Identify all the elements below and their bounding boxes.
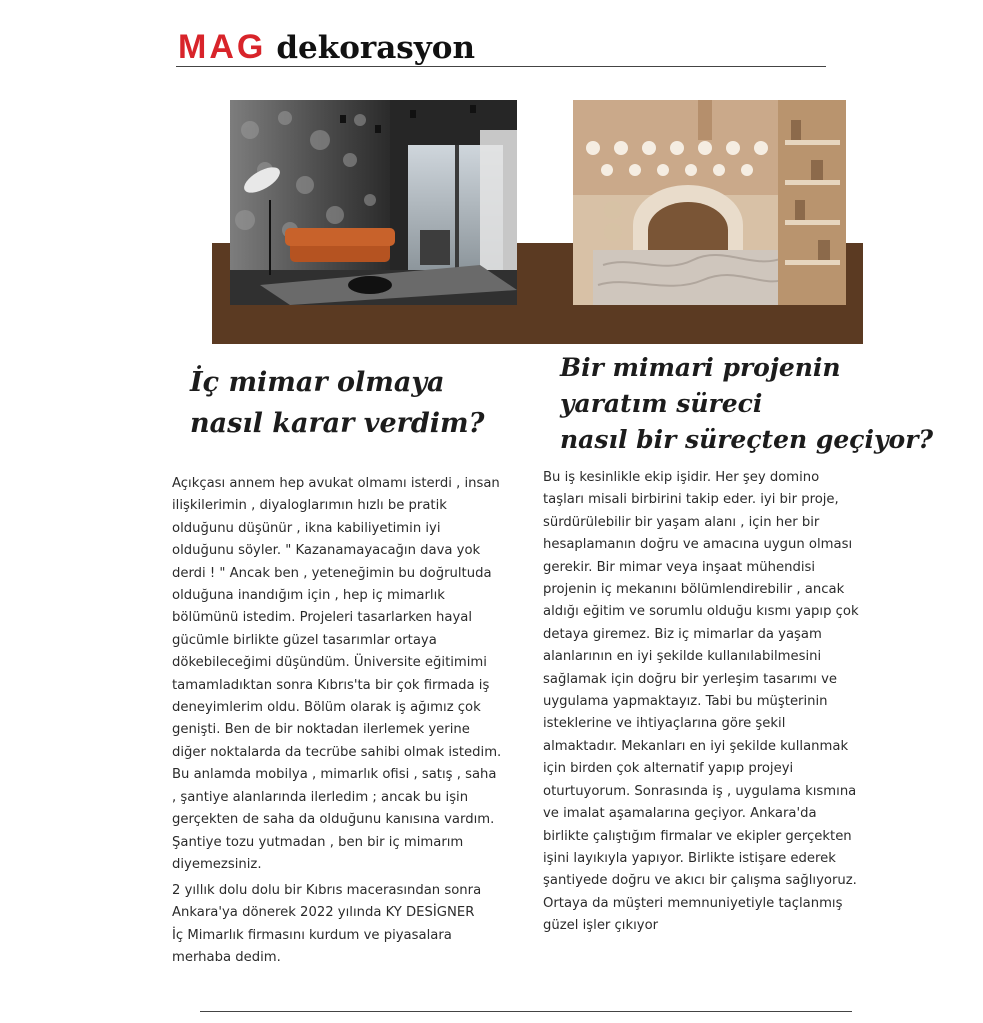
- left-article-title: [190, 362, 510, 444]
- title-line: nasıl karar verdim?: [190, 408, 485, 439]
- text-line: detaya giremez. Biz iç mimarlar da yaşam: [543, 626, 822, 642]
- text-line: Ankara'ya dönerek 2022 yılında KY DESİGNER: [172, 905, 475, 921]
- text-line: işini layıkıyla yapıyor. Birlikte istişare ederek: [543, 850, 836, 866]
- text-line: taşları misali birbirini takip eder. iyi bir proje,: [543, 492, 839, 508]
- text-line: olduğunu düşünür , ikna kabiliyetimin iyi: [172, 520, 441, 536]
- brand-logo: MAG: [178, 28, 267, 66]
- text-line: Bu iş kesinlikle ekip işidir. Her şey domino: [543, 470, 820, 485]
- title-line: nasıl bir süreçten geçiyor?: [560, 425, 934, 454]
- text-line: olduğunu söyler. " Kazanamayacağın dava yok: [172, 543, 481, 559]
- text-line: 2 yıllık dolu dolu bir Kıbrıs macerasından sonra: [172, 883, 482, 898]
- text-line: aldığı eğitim ve sorumlu olduğu kısmı yapıp çok: [543, 604, 859, 620]
- text-line: gücümle birlikte güzel tasarımlar ortaya: [172, 632, 437, 648]
- title-line: yaratım süreci: [560, 389, 763, 418]
- text-line: şantiyede doğru ve akıcı bir çalışma sağlıyoruz.: [543, 873, 857, 889]
- text-line: tamamladıktan sonra Kıbrıs'ta bir çok firmada iş: [172, 677, 490, 693]
- text-line: Bu anlamda mobilya , mimarlık ofisi , satış , saha: [172, 767, 497, 783]
- text-line: diyemezsiniz.: [172, 856, 262, 872]
- text-line: derdi ! " Ancak ben , yeteneğimin bu doğrultuda: [172, 565, 492, 581]
- text-line: için birden çok alternatif yapıp projeyi: [543, 761, 794, 777]
- text-line: bölümünü istedim. Projeleri tasarlarken hayal: [172, 610, 473, 626]
- left-article-body: [172, 473, 517, 876]
- text-line: , şantiye alanlarında ilerledim ; ancak bu işin: [172, 789, 469, 805]
- text-line: alanlarının en iyi şekilde kullanılabilmesini: [543, 649, 822, 665]
- text-line: gerçekten de saha da olduğunu kanısına vardım.: [172, 812, 495, 828]
- text-line: uygulama yapmaktayız. Tabi bu müşterinin: [543, 694, 828, 710]
- text-line: projenin iç mekanını bölümlendirebilir , ancak: [543, 582, 845, 598]
- text-line: sürdürülebilir bir yaşam alanı , için her bir: [543, 514, 820, 530]
- text-line: Ortaya da müşteri memnuniyetiyle taçlanmış: [543, 895, 843, 911]
- text-line: olduğuna inandığım için , hep iç mimarlık: [172, 588, 445, 604]
- top-divider: [176, 66, 826, 67]
- right-article-title: [560, 350, 934, 458]
- living-room-photo: [230, 100, 517, 305]
- text-line: İç Mimarlık firmasını kurdum ve piyasalara: [172, 927, 452, 943]
- text-line: deneyimlerim oldu. Bölüm olarak iş ağımız çok: [172, 700, 481, 716]
- text-line: genişti. Ben de bir noktadan ilerlemek yerine: [172, 722, 470, 738]
- text-line: hesaplamanın doğru ve amacına uygun olması: [543, 537, 853, 553]
- text-line: isteklerine ve ihtiyaçlarına göre şekil: [543, 716, 786, 732]
- text-line: Açıkçası annem hep avukat olmamı isterdi , insan: [172, 476, 500, 491]
- title-line: Bir mimari projenin: [560, 353, 841, 382]
- title-line: İç mimar olmaya: [190, 367, 445, 398]
- left-article-closing: [172, 880, 517, 970]
- text-line: sağlamak için doğru bir yerleşim tasarımı ve: [543, 671, 837, 687]
- text-line: diğer noktalarda da tecrübe sahibi olmak istedim.: [172, 744, 502, 760]
- text-line: ve imalat aşamalarına geçiyor. Ankara'da: [543, 806, 817, 822]
- cafe-interior-photo: [573, 100, 846, 305]
- text-line: güzel işler çıkıyor: [543, 918, 659, 934]
- bottom-divider: [200, 1011, 852, 1012]
- section-title: dekorasyon: [276, 30, 475, 66]
- text-line: almaktadır. Mekanları en iyi şekilde kullanmak: [543, 738, 849, 754]
- text-line: gerekir. Bir mimar veya inşaat mühendisi: [543, 559, 816, 575]
- text-line: merhaba dedim.: [172, 950, 281, 966]
- text-line: ilişkilerimin , diyaloglarımın hızlı be pratik: [172, 498, 447, 514]
- text-line: Şantiye tozu yutmadan , ben bir iç mimarım: [172, 834, 464, 850]
- text-line: oturtuyorum. Sonrasında iş , uygulama kısmına: [543, 783, 857, 799]
- text-line: birlikte çalıştığım firmalar ve ekipler gerçekten: [543, 828, 852, 844]
- text-line: dökebileceğimi düşündüm. Üniversite eğitimimi: [172, 655, 487, 671]
- right-article-body: [543, 467, 898, 938]
- masthead: [178, 20, 475, 64]
